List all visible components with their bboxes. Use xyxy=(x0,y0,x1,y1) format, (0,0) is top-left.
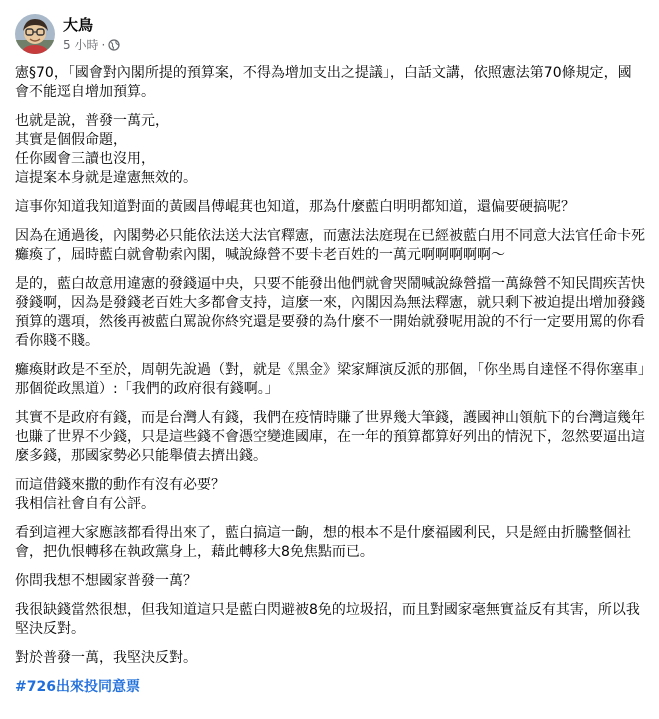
post-time[interactable]: 5 小時 xyxy=(63,38,99,52)
avatar-image xyxy=(15,14,55,54)
hashtag-link[interactable]: #726出來投同意票 xyxy=(15,679,140,695)
paragraph-1: 憲§70，「國會對內閣所提的預算案，不得為增加支出之提議」，白話文講，依照憲法第70條規定，國會不能逕自增加預算。 xyxy=(15,65,632,100)
hashtag-paragraph xyxy=(15,678,645,697)
globe-icon[interactable] xyxy=(108,39,120,51)
paragraph-7: 其實不是政府有錢，而是台灣人有錢，我們在疫情時賺了世界幾大筆錢，護國神山領航下的台灣這幾年也賺了世界不少錢，只是這些錢不會憑空變進國庫，在一年的預算都算好列出的情況下，忽然要逼出這麼多錢，那國家勢必只能舉債去擠出錢。 xyxy=(15,410,645,464)
paragraph-2: 也就是說，普發一萬元， 其實是個假命題， 任你國會三讀也沒用， 這提案本身就是違憲無效的。 xyxy=(15,113,197,186)
post-header xyxy=(15,14,120,54)
paragraph-6: 癱瘓財政是不至於，周朝先說過（對，就是《黑金》梁家輝演反派的那個，「你坐馬自達怪不得你塞車」那個從政黑道）:「我們的政府很有錢啊。」 xyxy=(15,362,645,397)
paragraph-8: 而這借錢來撒的動作有沒有必要？ 我相信社會自有公評。 xyxy=(15,477,225,512)
post-meta xyxy=(63,14,120,53)
separator-dot: · xyxy=(101,38,106,52)
paragraph-12: 對於普發一萬，我堅決反對。 xyxy=(15,650,197,666)
author-name[interactable]: 大鳥 xyxy=(63,16,94,34)
paragraph-4: 因為在通過後，內閣勢必只能依法送大法官釋憲，而憲法法庭現在已經被藍白用不同意大法官任命卡死癱瘓了，屆時藍白就會勒索內閣，喊說綠營不要卡老百姓的一萬元啊啊啊啊啊～ xyxy=(15,228,645,263)
avatar[interactable] xyxy=(15,14,55,54)
post-subline xyxy=(63,37,120,53)
post-body xyxy=(15,64,645,707)
paragraph-9: 看到這裡大家應該都看得出來了，藍白搞這一齣，想的根本不是什麼福國利民，只是經由折騰整個社會，把仇恨轉移在執政黨身上，藉此轉移大8免焦點而已。 xyxy=(15,525,631,560)
paragraph-10: 你問我想不想國家普發一萬？ xyxy=(15,573,197,589)
paragraph-5: 是的，藍白故意用違憲的發錢逼中央，只要不能發出他們就會哭鬧喊說綠營擋一萬綠營不知民間疾苦快發錢啊，因為是發錢老百姓大多都會支持，這麼一來，內閣因為無法釋憲，就只剩下被迫提出增加發錢預算的選項，然後再被藍白罵說你終究還是要發的為什麼不一開始就發呢用說的不行一定要用罵的你看看你賤不賤。 xyxy=(15,276,645,349)
paragraph-3: 這事你知道我知道對面的黃國昌傅崐萁也知道，那為什麼藍白明明都知道，還偏要硬搞呢？ xyxy=(15,199,575,215)
paragraph-11: 我很缺錢當然很想，但我知道這只是藍白閃避被8免的垃圾招，而且對國家毫無實益反有其害，所以我堅決反對。 xyxy=(15,602,640,637)
